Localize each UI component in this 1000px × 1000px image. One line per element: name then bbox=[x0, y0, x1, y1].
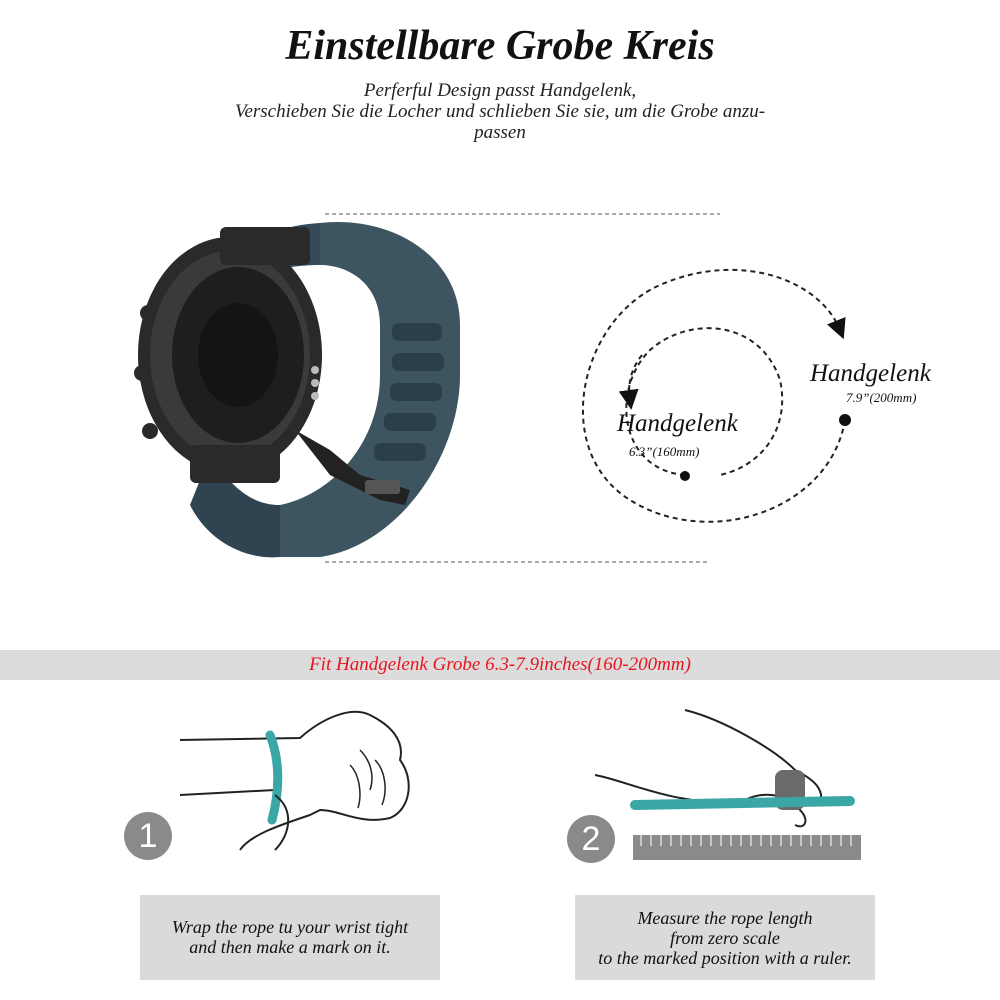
wrist-line bbox=[180, 790, 275, 795]
outer-handgelenk-label: Handgelenk bbox=[810, 360, 931, 387]
outer-measure: 7.9”(200mm) bbox=[846, 390, 917, 405]
outer-start-dot bbox=[839, 414, 851, 426]
step-2-illustration bbox=[575, 700, 875, 870]
ruler bbox=[633, 835, 861, 860]
step-2-caption bbox=[575, 895, 875, 980]
inner-measure: 6.3”(160mm) bbox=[629, 444, 700, 459]
inner-handgelenk-label: Handgelenk bbox=[617, 410, 738, 437]
step-1-caption-line: Wrap the rope tu your wrist tight bbox=[171, 917, 409, 937]
watch-sensor bbox=[198, 303, 278, 407]
watch-button bbox=[142, 423, 158, 439]
watch-lug-top bbox=[220, 227, 310, 265]
inner-start-dot bbox=[680, 471, 690, 481]
buckle-keeper bbox=[365, 480, 400, 494]
fit-banner-text: Fit Handgelenk Grobe 6.3-7.9inches(160-200mm) bbox=[309, 654, 691, 675]
step-2-badge: 2 bbox=[567, 815, 615, 863]
step-1-badge: 1 bbox=[124, 812, 172, 860]
subtitle-line-2: Verschieben Sie die Locher und schlieben Sie sie, um die Grobe anzu- bbox=[234, 101, 766, 122]
step-2-caption-line: Measure the rope length bbox=[637, 908, 813, 928]
watch-button bbox=[140, 305, 156, 321]
outer-dashed-circle bbox=[583, 270, 845, 522]
fit-banner bbox=[0, 650, 1000, 680]
hand-outline bbox=[180, 712, 409, 850]
rope bbox=[270, 735, 278, 820]
watch-lug-bottom bbox=[190, 445, 280, 483]
subtitle-line-3: passen bbox=[474, 122, 526, 143]
step-1-caption bbox=[140, 895, 440, 980]
charging-pins bbox=[311, 366, 319, 400]
finger-lines bbox=[350, 750, 385, 808]
watch-button bbox=[134, 365, 150, 381]
subtitle-line-1: Perferful Design passt Handgelenk, bbox=[363, 80, 637, 101]
page-title: Einstellbare Grobe Kreis bbox=[285, 23, 715, 69]
step-2-caption-line: from zero scale bbox=[670, 928, 780, 948]
step-2-caption-line: to the marked position with a ruler. bbox=[598, 948, 852, 968]
size-circle-diagram bbox=[570, 230, 870, 550]
rope-measure bbox=[635, 801, 850, 805]
step-1-caption-line: and then make a mark on it. bbox=[189, 937, 391, 957]
